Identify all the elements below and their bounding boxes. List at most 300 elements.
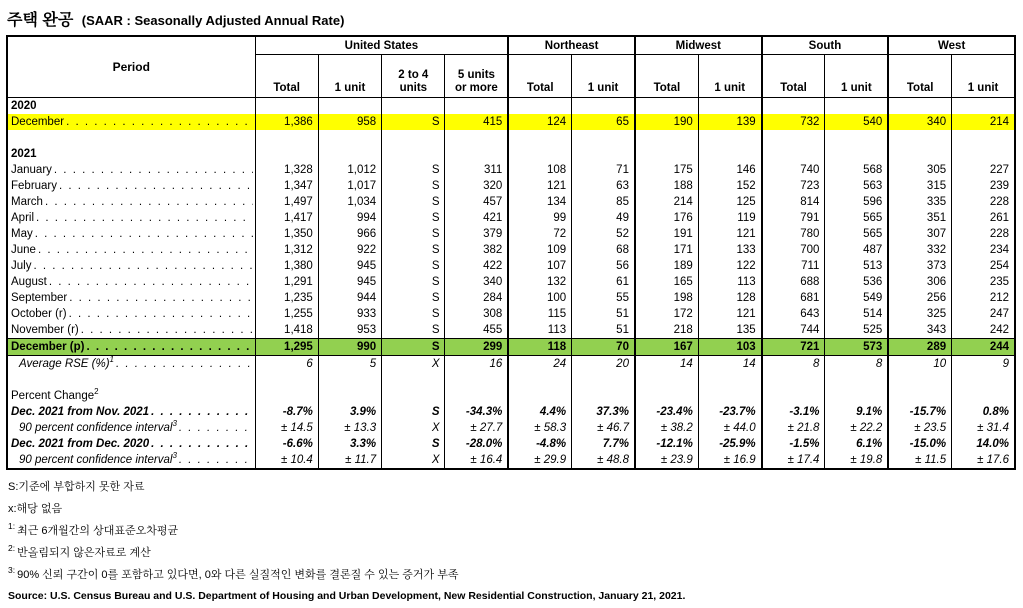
value-cell: 109 [508, 242, 571, 258]
period-label [8, 452, 255, 468]
period-label-text: May [11, 228, 33, 240]
value-cell: 315 [888, 178, 951, 194]
value-cell: 1,386 [255, 114, 318, 130]
footnote-line: S:기준에 부합하지 못한 자료 [8, 481, 145, 493]
value-cell [445, 98, 508, 115]
value-cell: 172 [635, 306, 698, 322]
column-header: 1 unit [698, 55, 761, 98]
value-cell: ± 14.5 [255, 420, 318, 436]
value-cell [762, 146, 825, 162]
value-cell [508, 372, 571, 388]
footnote-marker: 3: [8, 565, 16, 576]
value-cell [825, 98, 888, 115]
value-cell: S [382, 210, 445, 226]
leader-dots [179, 420, 253, 436]
value-cell: ± 16.9 [698, 452, 761, 469]
value-cell: 24 [508, 356, 571, 373]
value-cell [318, 372, 381, 388]
value-cell: 103 [698, 339, 761, 356]
value-cell [382, 372, 445, 388]
value-cell: 1,417 [255, 210, 318, 226]
period-label-text: April [11, 212, 35, 224]
value-cell: 133 [698, 242, 761, 258]
value-cell: 234 [952, 242, 1015, 258]
table-row [7, 146, 1015, 162]
value-cell [445, 130, 508, 146]
value-cell: 455 [445, 322, 508, 339]
value-cell: 1,312 [255, 242, 318, 258]
period-cell [7, 98, 255, 115]
value-cell: 113 [698, 274, 761, 290]
value-cell: 643 [762, 306, 825, 322]
value-cell: 711 [762, 258, 825, 274]
header-row-groups [7, 36, 1015, 55]
leader-dots [66, 114, 252, 130]
value-cell: ± 44.0 [698, 420, 761, 436]
value-cell: -34.3% [445, 404, 508, 420]
value-cell: 1,380 [255, 258, 318, 274]
value-cell: 415 [445, 114, 508, 130]
value-cell: 135 [698, 322, 761, 339]
period-label [8, 114, 255, 130]
value-cell: 335 [888, 194, 951, 210]
period-label [8, 306, 255, 322]
value-cell: S [382, 436, 445, 452]
period-cell [7, 404, 255, 420]
value-cell: -1.5% [762, 436, 825, 452]
column-header: 5 units or more [445, 55, 508, 98]
value-cell: 306 [888, 274, 951, 290]
leader-dots [36, 210, 252, 226]
region-group-header: Northeast [508, 36, 635, 55]
value-cell: 688 [762, 274, 825, 290]
period-label [8, 242, 255, 258]
value-cell: 513 [825, 258, 888, 274]
value-cell: 563 [825, 178, 888, 194]
value-cell: 254 [952, 258, 1015, 274]
value-cell [572, 146, 635, 162]
value-cell: ± 11.5 [888, 452, 951, 469]
period-label-text: August [11, 276, 47, 288]
period-label [8, 290, 255, 306]
period-label-text: 2020 [11, 100, 37, 112]
value-cell [698, 146, 761, 162]
value-cell: 63 [572, 178, 635, 194]
value-cell [318, 98, 381, 115]
source-line: Source: U.S. Census Bureau and U.S. Department of Housing and Urban Development, New Residential Construction, January 21, 2021. [8, 590, 686, 602]
value-cell: 1,034 [318, 194, 381, 210]
table-row [7, 114, 1015, 130]
footnote-line: $^{2:}$ 반올림되지 않은자료로 계산 [8, 543, 151, 559]
period-label [8, 210, 255, 226]
value-cell: -8.7% [255, 404, 318, 420]
value-cell [952, 388, 1015, 404]
value-cell: 121 [698, 306, 761, 322]
period-label-text: 90 percent confidence interval$^3$ [19, 452, 177, 466]
value-cell [698, 130, 761, 146]
value-cell: 55 [572, 290, 635, 306]
value-cell [635, 98, 698, 115]
value-cell: 990 [318, 339, 381, 356]
value-cell: -6.6% [255, 436, 318, 452]
table-row [7, 130, 1015, 146]
value-cell: 227 [952, 162, 1015, 178]
value-cell: 167 [635, 339, 698, 356]
table-row [7, 339, 1015, 356]
period-label [8, 420, 255, 436]
column-header: 1 unit [572, 55, 635, 98]
value-cell: S [382, 404, 445, 420]
table-row [7, 178, 1015, 194]
period-label [8, 274, 255, 290]
value-cell: 284 [445, 290, 508, 306]
value-cell: 51 [572, 306, 635, 322]
value-cell: 343 [888, 322, 951, 339]
value-cell: 308 [445, 306, 508, 322]
footnote-line: $^{1:}$ 최근 6개월간의 상대표준오차평균 [8, 521, 179, 537]
value-cell: 514 [825, 306, 888, 322]
value-cell [888, 130, 951, 146]
leader-dots [59, 178, 252, 194]
value-cell: 20 [572, 356, 635, 373]
value-cell [952, 146, 1015, 162]
value-cell: 573 [825, 339, 888, 356]
value-cell: ± 23.5 [888, 420, 951, 436]
value-cell: 723 [762, 178, 825, 194]
value-cell: 1,418 [255, 322, 318, 339]
value-cell [382, 98, 445, 115]
value-cell: 121 [508, 178, 571, 194]
value-cell: 165 [635, 274, 698, 290]
value-cell [888, 372, 951, 388]
value-cell: 51 [572, 322, 635, 339]
period-cell [7, 452, 255, 469]
value-cell [572, 130, 635, 146]
value-cell: ± 19.8 [825, 452, 888, 469]
value-cell: 65 [572, 114, 635, 130]
value-cell: 228 [952, 226, 1015, 242]
value-cell: 945 [318, 258, 381, 274]
table-row [7, 258, 1015, 274]
value-cell: 1,328 [255, 162, 318, 178]
value-cell: -3.1% [762, 404, 825, 420]
period-cell [7, 258, 255, 274]
period-label [8, 356, 255, 372]
table-row [7, 98, 1015, 115]
value-cell [318, 146, 381, 162]
value-cell: 128 [698, 290, 761, 306]
value-cell [255, 388, 318, 404]
value-cell: 311 [445, 162, 508, 178]
value-cell: -12.1% [635, 436, 698, 452]
value-cell: 108 [508, 162, 571, 178]
value-cell: 100 [508, 290, 571, 306]
value-cell [762, 98, 825, 115]
value-cell [382, 146, 445, 162]
value-cell: 261 [952, 210, 1015, 226]
value-cell: 14.0% [952, 436, 1015, 452]
value-cell: 1,350 [255, 226, 318, 242]
period-cell [7, 162, 255, 178]
period-cell [7, 388, 255, 404]
footnote-marker: 2 [94, 388, 99, 397]
value-cell: 175 [635, 162, 698, 178]
leader-dots [33, 258, 252, 274]
value-cell: 118 [508, 339, 571, 356]
period-label [8, 388, 255, 404]
table-row [7, 306, 1015, 322]
value-cell: ± 16.4 [445, 452, 508, 469]
value-cell: ± 27.7 [445, 420, 508, 436]
value-cell: S [382, 339, 445, 356]
value-cell: 305 [888, 162, 951, 178]
period-cell [7, 210, 255, 226]
value-cell: 56 [572, 258, 635, 274]
value-cell: 119 [698, 210, 761, 226]
value-cell: 61 [572, 274, 635, 290]
value-cell: 107 [508, 258, 571, 274]
period-cell [7, 306, 255, 322]
value-cell: 191 [635, 226, 698, 242]
value-cell: 256 [888, 290, 951, 306]
value-cell [508, 388, 571, 404]
value-cell: ± 17.4 [762, 452, 825, 469]
leader-dots [151, 436, 252, 452]
value-cell [762, 130, 825, 146]
value-cell: 1,295 [255, 339, 318, 356]
value-cell: 5 [318, 356, 381, 373]
value-cell: 922 [318, 242, 381, 258]
value-cell: 379 [445, 226, 508, 242]
value-cell: 37.3% [572, 404, 635, 420]
period-cell [7, 146, 255, 162]
value-cell [508, 98, 571, 115]
value-cell: 536 [825, 274, 888, 290]
table-row [7, 210, 1015, 226]
value-cell: 242 [952, 322, 1015, 339]
value-cell [762, 372, 825, 388]
value-cell: 780 [762, 226, 825, 242]
leader-dots [81, 322, 253, 338]
value-cell: 325 [888, 306, 951, 322]
value-cell: 945 [318, 274, 381, 290]
value-cell: 525 [825, 322, 888, 339]
value-cell: 373 [888, 258, 951, 274]
value-cell: 190 [635, 114, 698, 130]
value-cell: 134 [508, 194, 571, 210]
value-cell: -4.8% [508, 436, 571, 452]
value-cell: 235 [952, 274, 1015, 290]
value-cell: 3.9% [318, 404, 381, 420]
footnote-marker: 2: [8, 543, 16, 554]
value-cell: 49 [572, 210, 635, 226]
value-cell: 124 [508, 114, 571, 130]
table-row [7, 322, 1015, 339]
period-label-text: January [11, 164, 52, 176]
table-row [7, 420, 1015, 436]
value-cell: 966 [318, 226, 381, 242]
value-cell: ± 29.9 [508, 452, 571, 469]
footnote-line: $^{3:}$ 90% 신뢰 구간이 0를 포함하고 있다면, 0와 다른 실질적인 변화를 결론질 수 있는 증거가 부족 [8, 565, 459, 581]
value-cell: 382 [445, 242, 508, 258]
value-cell [825, 372, 888, 388]
value-cell: 487 [825, 242, 888, 258]
value-cell: 596 [825, 194, 888, 210]
value-cell: 85 [572, 194, 635, 210]
period-label [8, 98, 255, 114]
table-row [7, 356, 1015, 373]
period-cell [7, 322, 255, 339]
value-cell: 14 [698, 356, 761, 373]
column-header: Total [255, 55, 318, 98]
value-cell: S [382, 306, 445, 322]
period-cell [7, 130, 255, 146]
value-cell: S [382, 242, 445, 258]
value-cell: 457 [445, 194, 508, 210]
value-cell: 70 [572, 339, 635, 356]
period-label [8, 226, 255, 242]
value-cell: 681 [762, 290, 825, 306]
value-cell: 228 [952, 194, 1015, 210]
value-cell: 1,017 [318, 178, 381, 194]
value-cell: 115 [508, 306, 571, 322]
period-label [8, 194, 255, 210]
period-label-text: March [11, 196, 43, 208]
period-label-text: February [11, 180, 58, 192]
value-cell: ± 38.2 [635, 420, 698, 436]
leader-dots [35, 226, 253, 242]
value-cell: 218 [635, 322, 698, 339]
value-cell [572, 388, 635, 404]
value-cell: 72 [508, 226, 571, 242]
period-cell [7, 436, 255, 452]
period-label [8, 146, 255, 162]
footnote-marker: 3 [172, 452, 177, 461]
period-label-text: 90 percent confidence interval$^3$ [19, 420, 177, 434]
table-row [7, 194, 1015, 210]
footnote-marker: 3 [172, 420, 177, 429]
value-cell: ± 31.4 [952, 420, 1015, 436]
leader-dots [151, 404, 252, 420]
footnote-line: x:해당 없음 [8, 503, 63, 515]
page-title [7, 7, 1017, 30]
leader-dots [116, 356, 253, 372]
value-cell: 52 [572, 226, 635, 242]
table-row [7, 404, 1015, 420]
value-cell: 9 [952, 356, 1015, 373]
period-cell [7, 290, 255, 306]
value-cell [445, 388, 508, 404]
period-label-text: Average RSE (%)$^1$ [19, 356, 114, 370]
value-cell: 14 [635, 356, 698, 373]
table-row [7, 290, 1015, 306]
period-label [8, 404, 255, 420]
period-label-text: Percent Change$^2$ [11, 388, 99, 402]
footnote-marker: 1 [109, 356, 114, 365]
value-cell: 732 [762, 114, 825, 130]
table-row [7, 452, 1015, 469]
value-cell [952, 372, 1015, 388]
value-cell: 188 [635, 178, 698, 194]
period-label-text: Dec. 2021 from Dec. 2020 [11, 438, 150, 450]
value-cell: 68 [572, 242, 635, 258]
period-cell [7, 356, 255, 373]
value-cell [445, 372, 508, 388]
value-cell: 8 [762, 356, 825, 373]
value-cell: 944 [318, 290, 381, 306]
value-cell: 214 [635, 194, 698, 210]
value-cell: S [382, 194, 445, 210]
value-cell: S [382, 258, 445, 274]
value-cell: ± 10.4 [255, 452, 318, 469]
period-label-text: November (r) [11, 324, 79, 336]
region-group-header: South [762, 36, 889, 55]
table-row [7, 372, 1015, 388]
value-cell: 299 [445, 339, 508, 356]
value-cell [952, 98, 1015, 115]
value-cell: 139 [698, 114, 761, 130]
value-cell: 565 [825, 210, 888, 226]
value-cell: 113 [508, 322, 571, 339]
period-cell [7, 372, 255, 388]
housing-completions-table [6, 35, 1016, 470]
column-header: 1 unit [825, 55, 888, 98]
region-group-header: West [888, 36, 1015, 55]
period-cell [7, 178, 255, 194]
value-cell: ± 58.3 [508, 420, 571, 436]
value-cell: ± 17.6 [952, 452, 1015, 469]
value-cell: S [382, 322, 445, 339]
table-row [7, 274, 1015, 290]
value-cell: 307 [888, 226, 951, 242]
period-label [8, 322, 255, 338]
value-cell: 740 [762, 162, 825, 178]
value-cell: ± 48.8 [572, 452, 635, 469]
leader-dots [87, 339, 253, 355]
value-cell: 320 [445, 178, 508, 194]
value-cell: 247 [952, 306, 1015, 322]
table-row [7, 226, 1015, 242]
value-cell: ± 46.7 [572, 420, 635, 436]
value-cell [382, 130, 445, 146]
leader-dots [49, 274, 253, 290]
value-cell: 1,235 [255, 290, 318, 306]
value-cell: 1,012 [318, 162, 381, 178]
value-cell [255, 98, 318, 115]
value-cell [698, 372, 761, 388]
value-cell: 340 [888, 114, 951, 130]
value-cell: ± 13.3 [318, 420, 381, 436]
value-cell: 1,291 [255, 274, 318, 290]
value-cell [255, 130, 318, 146]
value-cell: X [382, 452, 445, 469]
period-label [8, 178, 255, 194]
value-cell [508, 130, 571, 146]
value-cell: ± 23.9 [635, 452, 698, 469]
value-cell: 4.4% [508, 404, 571, 420]
value-cell [888, 146, 951, 162]
leader-dots [38, 242, 253, 258]
value-cell: 422 [445, 258, 508, 274]
value-cell: 549 [825, 290, 888, 306]
period-cell [7, 194, 255, 210]
value-cell: -15.0% [888, 436, 951, 452]
value-cell: 171 [635, 242, 698, 258]
footnotes [8, 480, 1017, 582]
value-cell: S [382, 274, 445, 290]
period-header: Period [7, 36, 255, 98]
value-cell: ± 21.8 [762, 420, 825, 436]
